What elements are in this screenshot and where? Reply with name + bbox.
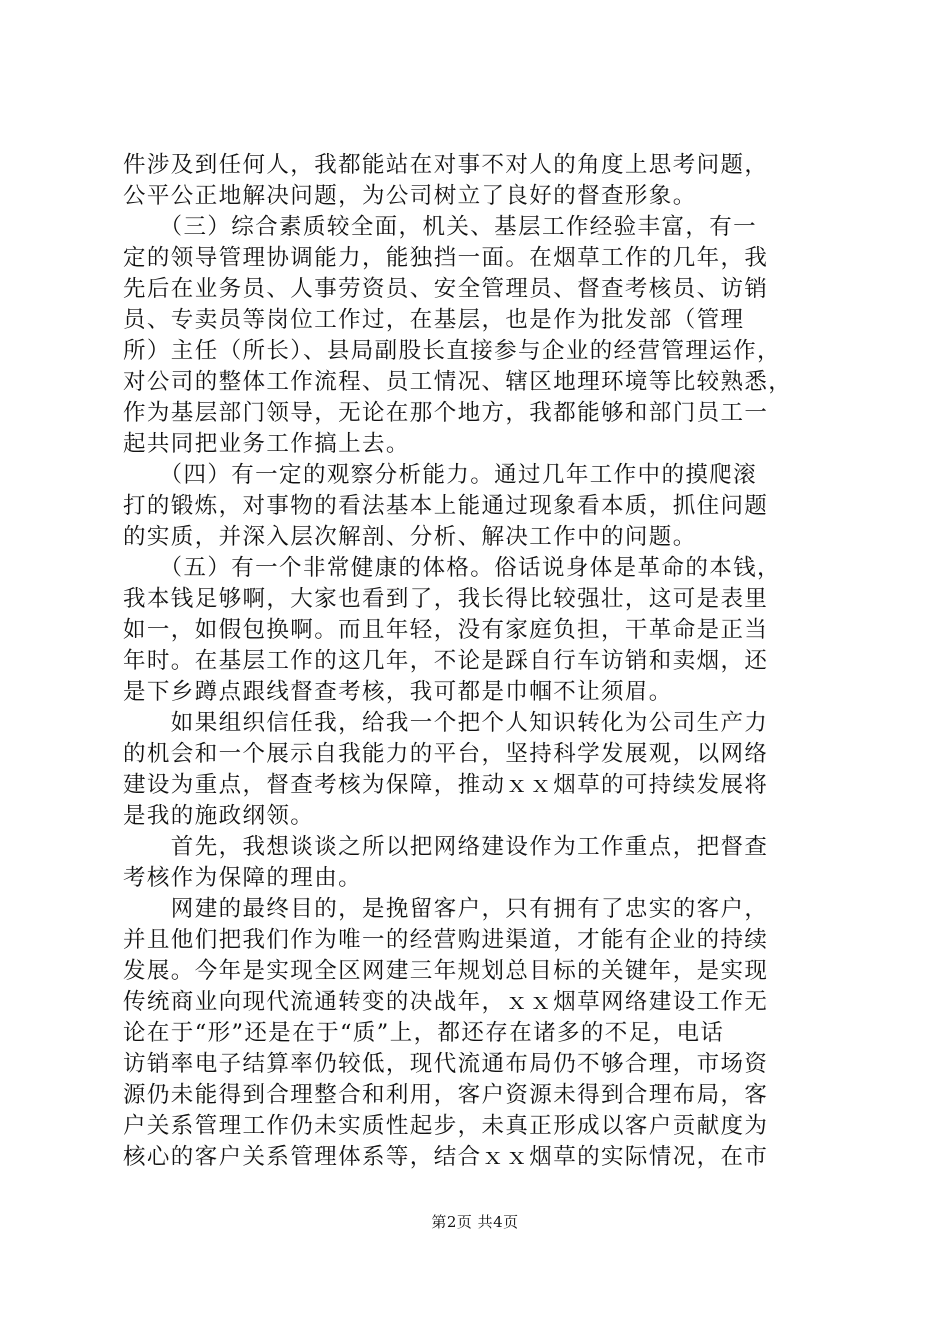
text-line: 如一，如假包换啊。而且年轻，没有家庭负担，干革命是正当 xyxy=(123,617,769,643)
text-line: 打的锻炼，对事物的看法基本上能通过现象看本质，抓住问题 xyxy=(123,493,769,519)
text-line: 定的领导管理协调能力，能独挡一面。在烟草工作的几年，我 xyxy=(123,245,769,271)
text-line: 考核作为保障的理由。 xyxy=(123,865,363,891)
text-line: 件涉及到任何人，我都能站在对事不对人的角度上思考问题， xyxy=(123,152,769,178)
text-line: 传统商业向现代流通转变的决战年，ｘｘ烟草网络建设工作无 xyxy=(123,989,769,1015)
text-line: （三）综合素质较全面，机关、基层工作经验丰富，有一 xyxy=(123,214,758,240)
text-line: 是下乡蹲点跟线督查考核，我可都是巾帼不让须眉。 xyxy=(123,679,673,705)
text-line: 网建的最终目的，是挽留客户，只有拥有了忠实的客户， xyxy=(123,896,769,922)
text-line: 访销率电子结算率仍较低，现代流通布局仍不够合理，市场资 xyxy=(123,1051,769,1077)
text-line: 如果组织信任我，给我一个把个人知识转化为公司生产力 xyxy=(123,710,769,736)
body-text xyxy=(123,150,843,1173)
text-line: 并且他们把我们作为唯一的经营购进渠道，才能有企业的持续 xyxy=(123,927,769,953)
text-line: （四）有一定的观察分析能力。通过几年工作中的摸爬滚 xyxy=(123,462,758,488)
text-line: （五）有一个非常健康的体格。俗话说身体是革命的本钱， xyxy=(123,555,781,581)
text-line: 公平公正地解决问题，为公司树立了良好的督查形象。 xyxy=(123,183,697,209)
text-line: 先后在业务员、人事劳资员、安全管理员、督查考核员、访销 xyxy=(123,276,769,302)
text-line: 作为基层部门领导，无论在那个地方，我都能够和部门员工一 xyxy=(123,400,769,426)
text-line: 户关系管理工作仍未实质性起步，未真正形成以客户贡献度为 xyxy=(123,1113,769,1139)
text-line: 的实质，并深入层次解剖、分析、解决工作中的问题。 xyxy=(123,524,697,550)
text-line: 年时。在基层工作的这几年，不论是踩自行车访销和卖烟，还 xyxy=(123,648,769,674)
text-line: 对公司的整体工作流程、员工情况、辖区地理环境等比较熟悉， xyxy=(123,369,793,395)
text-line: 起共同把业务工作搞上去。 xyxy=(123,431,410,457)
text-line: 源仍未能得到合理整合和利用，客户资源未得到合理布局，客 xyxy=(123,1082,769,1108)
text-line: 所）主任（所长）、县局副股长直接参与企业的经营管理运作， xyxy=(123,338,781,364)
text-line: 是我的施政纲领。 xyxy=(123,803,315,829)
text-line: 的机会和一个展示自我能力的平台，坚持科学发展观，以网络 xyxy=(123,741,769,767)
text-line: 首先，我想谈谈之所以把网络建设作为工作重点，把督查 xyxy=(123,834,769,860)
text-line: 发展。今年是实现全区网建三年规划总目标的关键年，是实现 xyxy=(123,958,769,984)
text-line: 员、专卖员等岗位工作过，在基层，也是作为批发部（管理 xyxy=(123,307,745,333)
text-line: 核心的客户关系管理体系等，结合ｘｘ烟草的实际情况，在市 xyxy=(123,1144,769,1170)
page-number-footer: 第2页 共4页 xyxy=(431,1213,519,1231)
text-line: 建设为重点，督查考核为保障，推动ｘｘ烟草的可持续发展将 xyxy=(123,772,769,798)
text-line: 论在于“形”还是在于“质”上，都还存在诸多的不足，电话 xyxy=(123,1020,725,1046)
text-line: 我本钱足够啊，大家也看到了，我长得比较强壮，这可是表里 xyxy=(123,586,769,612)
